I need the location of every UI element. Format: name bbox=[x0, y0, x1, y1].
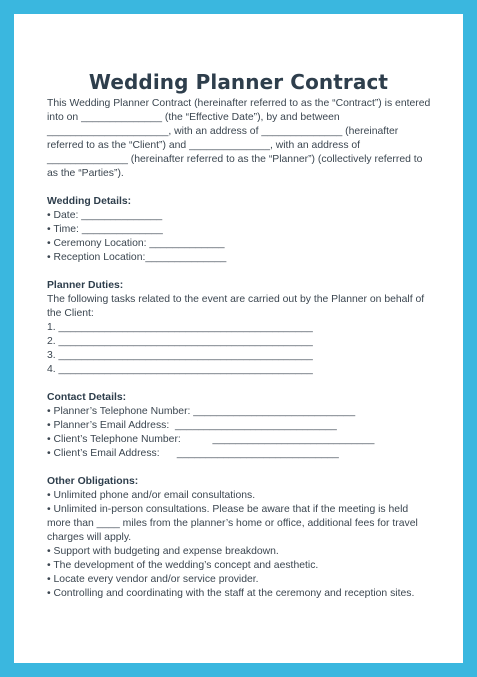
planner-duties-list bbox=[47, 321, 431, 377]
contact-details-list bbox=[47, 405, 431, 461]
list-item: 3. ____________________________________________ bbox=[47, 350, 313, 361]
contract-page bbox=[14, 14, 463, 663]
document-body bbox=[47, 97, 431, 601]
contact-details-heading: Contact Details: bbox=[47, 392, 127, 403]
list-item: • Support with budgeting and expense breakdown. bbox=[47, 546, 279, 557]
document-title: Wedding Planner Contract bbox=[88, 70, 389, 94]
other-obligations-heading: Other Obligations: bbox=[47, 476, 139, 487]
wedding-details-list bbox=[47, 209, 431, 265]
planner-duties-heading: Planner Duties: bbox=[47, 280, 124, 291]
list-item: • Time: ______________ bbox=[47, 224, 163, 235]
list-item: • Locate every vendor and/or service provider. bbox=[47, 574, 259, 585]
list-item: 2. ____________________________________________ bbox=[47, 336, 313, 347]
list-item: • Unlimited in-person consultations. Please be aware that if the meeting is held more than ____ miles from the planner’s home or office, additional fees for travel charges will apply. bbox=[47, 504, 418, 543]
planner-duties-intro: The following tasks related to the event are carried out by the Planner on behalf of the Client: bbox=[47, 294, 425, 319]
intro-paragraph: This Wedding Planner Contract (hereinafter referred to as the “Contract”) is entered into on ______________ (the “Effective Date”), by and between _____________________, with an address of ______________ (hereinafter referred to as the “Client”) and ______________, with an address of ______________ (hereinafter referred to as the “Planner”) (collectively referred to as the “Parties”). bbox=[47, 98, 431, 179]
list-item: 4. ____________________________________________ bbox=[47, 364, 313, 375]
wedding-details-heading: Wedding Details: bbox=[47, 196, 132, 207]
list-item: • Unlimited phone and/or email consultations. bbox=[47, 490, 256, 501]
list-item: • Reception Location:______________ bbox=[47, 252, 227, 263]
list-item: 1. ____________________________________________ bbox=[47, 322, 313, 333]
list-item: • Client’s Telephone Number: ____________________________ bbox=[47, 434, 375, 445]
list-item: • Client’s Email Address: ____________________________ bbox=[47, 448, 339, 459]
other-obligations-list bbox=[47, 489, 431, 601]
list-item: • Planner’s Telephone Number: ____________________________ bbox=[47, 406, 356, 417]
list-item: • Planner’s Email Address: ____________________________ bbox=[47, 420, 337, 431]
list-item: • Date: ______________ bbox=[47, 210, 163, 221]
list-item: • Ceremony Location: _____________ bbox=[47, 238, 225, 249]
list-item: • The development of the wedding’s concept and aesthetic. bbox=[47, 560, 319, 571]
list-item: • Controlling and coordinating with the staff at the ceremony and reception sites. bbox=[47, 588, 415, 599]
